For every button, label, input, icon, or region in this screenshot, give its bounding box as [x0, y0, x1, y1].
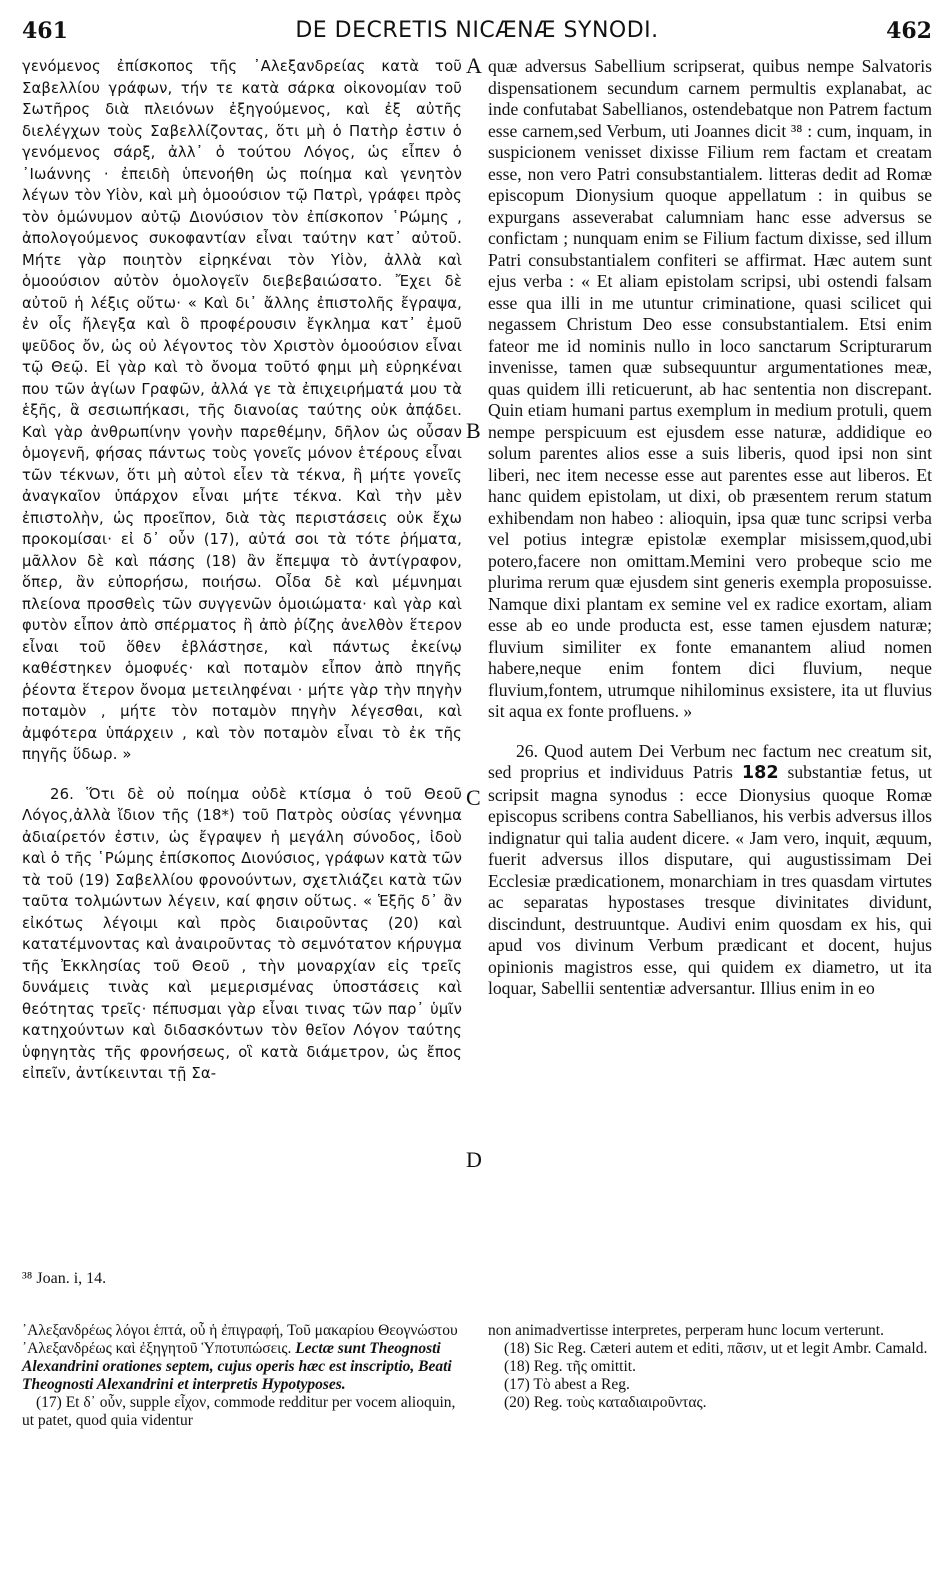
latin-paragraph-1: quæ adversus Sabellium scripserat, quibus nempe Salvatoris dispensationem secundum carnem permultis explanabat, ac inde confutabat Sabellianos, ostendebatque non Patrem factum esse carnem,sed Verbum, uti Joannes dicit ³⁸ : cum, inquam, in suspicionem venisset dixisse Filium rem factam et creatam esse, non vero Patri consubstantialem. litteras dedit ad Romæ episcopum Dionysium quoque appellatum : in quibus se expurgans asseverabat calumniam hanc esse adversus se confictam ; nunquam enim se Filium factum dixisse, sed illum Patri consubstantialem confiteri se affirmat. Hæc autem sunt ejus verba : « Et aliam epistolam scripsi, ubi ostendi falsam esse qua illi in me utuntur criminatione, quasi scilicet qui negassem Christum Deo esse consubstantialem. Etsi enim fateor me id nominis nullo in loco sanctarum Scripturarum invenisse, tamen quæ subsequuntur argumentationes meæ, quas quidem illi reticuerunt, ab hac sententia non discrepant. Quin etiam humani partus exemplum in medium protuli, quem nempe perspicuum est ejusdem esse naturæ, addidique eo solum parentes alios esse a suis liberis, quod ipsi non sint liberi, nec item necesse esse aut parentes esse aut liberos. Et hanc quidem epistolam, ut dixi, ob præsentem rerum statum exhibendam non habeo : alioquin, ipsa quæ tunc scripsi verba vel potius integræ epistolæ exemplar misissem,quod,ubi potero,facere non omittam.Memini vero probeque scio me plurima rerum quæ ejusdem sint generis exempla proposuisse. Namque dixi plantam ex semine vel ex radice exortam, aliam esse ab eo unde producta est, esse tamen ejusdem naturæ; fluvium similiter ex fonte emanantem aliud nomen habere,neque enim fontem dici fluvium, neque fluvium,fontem, utrumque nihilominus exsistere, ita ut fluvius sit aqua ex fonte profluens. »	[488, 56, 932, 721]
note-20: (20) Reg. τοὺς καταδιαιροῦντας.	[504, 1394, 707, 1411]
note-17: (17) Et δ᾿ οὖν, supple εἶχον, commode redditur per vocem alioquin, ut patet, quod quia videntur	[22, 1394, 456, 1429]
footnote-38: ³⁸ Joan. i, 14.	[22, 1270, 107, 1287]
note-greek-title	[22, 1322, 462, 1394]
notes-left	[22, 1322, 462, 1430]
greek-paragraph-1: γενόμενος ἐπίσκοπος τῆς ᾿Αλεξανδρείας κατὰ τοῦ Σαβελλίου γράφων, τήν τε κατὰ σάρκα οἰκονομίαν τοῦ Σωτῆρος διὰ πλειόνων ἐξηγούμενος, καὶ ἐξ αὐτῆς διελέγχων τοὺς Σαβελλίζοντας, ὅτι μὴ ὁ Πατὴρ ἐστιν ὁ γενόμενος σάρξ, ἀλλ᾿ ὁ τούτου Λόγος, ὡς εἶπεν ὁ ᾿Ιωάννης · ἐπειδὴ ὑπενοήθη ὡς ποίημα καὶ γενητὸν λέγων τὸν Υἱὸν, καὶ μὴ ὁμοούσιον τῷ Πατρὶ, γράφει πρὸς τὸν ὁμώνυμον αὐτῷ Διονύσιον τὸν ἐπίσκοπον ῾Ρώμης , ἀπολογούμενος συκοφαντίαν εἶναι ταύτην κατ᾿ αὐτοῦ. Μήτε γὰρ ποιητὸν εἰρηκέναι τὸν Υἱὸν, ἀλλὰ καὶ ὁμοούσιον αὐτὸν ὁμολογεῖν διεβεβαιώσατο. Ἔχει δὲ αὐτοῦ ἡ λέξις οὕτω· « Καὶ δι᾿ ἄλλης ἐπιστολῆς ἔγραψα, ἐν οἷς ἤλεγξα καὶ ὃ προφέρουσιν ἔγκλημα κατ᾿ ἐμοῦ ψεῦδος ὄν, ὡς οὐ λέγοντος τὸν Χριστὸν ὁμοούσιον εἶναι τῷ Θεῷ. Εἰ γὰρ καὶ τὸ ὄνομα τοῦτό φημι μὴ εὑρηκέναι που τῶν ἁγίων Γραφῶν, ἀλλά γε τὰ ἐπιχειρήματά μου τὰ ἑξῆς, ἃ σεσιωπήκασι, τῆς διανοίας ταύτης οὐκ ἀπᾴδει. Καὶ γὰρ ἀνθρωπίνην γονὴν παρεθέμην, δῆλον ὡς οὖσαν ὁμογενῆ, φήσας πάντως τοὺς γονεῖς μόνον ἑτέρους εἶναι τῶν τέκνων, ὅτι μὴ αὐτοὶ εἶεν τὰ τέκνα, ἢ μήτε γονεῖς ἀναγκαῖον ὑπάρχον εἶναι μήτε τέκνα. Καὶ τὴν μὲν ἐπιστολὴν, ὡς προεῖπον, διὰ τὰς περιστάσεις οὐκ ἔχω προκομίσαι· εἰ δ᾿ οὖν (17), αὐτά σοι τὰ τότε ῥήματα, μᾶλλον δὲ καὶ πάσης (18) ἂν ἔπεμψα τὸ ἀντίγραφον, ὅπερ, ἂν εὐπορήσω, ποιήσω. Οἶδα δὲ καὶ μέμνημαι πλείονα προσθεὶς τῶν συγγενῶν ὁμοιώματα· καὶ γὰρ καὶ φυτὸν εἶπον ἀπὸ σπέρματος ἢ ἀπὸ ῥίζης ἀνελθὸν ἕτερον εἶναι τοῦ ὅθεν ἐβλάστησε, καὶ πάντως ἐκείνῳ καθέστηκεν ὁμοφυές· καὶ ποταμὸν εἶπον ἀπὸ πηγῆς ῥέοντα ἕτερον ὄνομα μετειληφέναι · μήτε γὰρ τὴν πηγὴν ποταμὸν , μήτε τὸν ποταμὸν πηγὴν λέγεσθαι, καὶ ἀμφότερα ὑπάρχειν , καὶ τὸν ποταμὸν εἶναι τὸ ἐκ τῆς πηγῆς ὕδωρ. »	[22, 58, 462, 763]
running-title: DE DECRETIS NICÆNÆ SYNODI.	[295, 18, 659, 43]
note-19: (17) Τὸ abest a Reg.	[504, 1376, 630, 1393]
margin-marker-d: D	[466, 1147, 482, 1172]
latin-paragraph-2-start: 26. Quod autem Dei Verbum nec factum nec creatum sit, sed proprius et individuus Patris	[488, 740, 932, 782]
note-18-star: (18) Reg. τῆς omittit.	[504, 1358, 636, 1375]
greek-column	[22, 56, 462, 1085]
greek-paragraph-2: 26. Ὅτι δὲ οὐ ποίημα οὐδὲ κτίσμα ὁ τοῦ Θεοῦ Λόγος,ἀλλὰ ἴδιον τῆς (18*) τοῦ Πατρὸς οὐσίας γέννημα ἀδιαίρετόν ἐστιν, ὡς ἔγραψεν ἡ μεγάλη σύνοδος, ἰδοὺ καὶ ὁ τῆς ῾Ρώμης ἐπίσκοπος Διονύσιος, γράφων κατὰ τῶν τὰ τοῦ (19) Σαβελλίου φρονούντων, σχετλιάζει κατὰ τῶν ταῦτα τολμώντων λέγειν, καί φησιν οὕτως. « Ἑξῆς δ᾿ ἂν εἰκότως λέγοιμι καὶ πρὸς διαιροῦντας (20) καὶ κατατέμνοντας καὶ ἀναιροῦντας τὸ σεμνότατον κήρυγμα τῆς Ἐκκλησίας τοῦ Θεοῦ , τὴν μοναρχίαν εἰς τρεῖς δυνάμεις τινὰς καὶ μεμερισμένας ὑποστάσεις καὶ θεότητας τρεῖς· πέπυσμαι γὰρ εἶναι τινας τῶν παρ᾿ ὑμῖν κατηχούντων καὶ διδασκόντων τὸν θεῖον Λόγον ταύτης ὑφηγητὰς τῆς φρονήσεως, οἳ κατὰ διάμετρον, ὡς ἔπος εἰπεῖν, ἀντίκεινται τῇ Σα-	[22, 785, 462, 1082]
latin-paragraph-2	[488, 741, 932, 1000]
page-number-right: 462	[886, 18, 932, 44]
note-greek-text: ᾿Αλεξανδρέως λόγοι ἑπτά, οὗ ἡ ἐπιγραφή, Τοῦ μακαρίου Θεογνώστου ᾿Αλεξανδρέως καὶ ἐξηγητοῦ Ὑποτυπώσεις.	[22, 1322, 458, 1357]
margin-marker-a: A	[466, 53, 482, 78]
margin-marker-b: B	[466, 418, 481, 443]
notes-right	[488, 1322, 932, 1412]
page-header	[22, 18, 932, 48]
latin-column	[488, 56, 932, 1000]
note-latin-italic: Lectæ sunt Theognosti Alexandrini orationes septem, cujus operis hæc est inscriptio, Beati Theognosti Alexandrini et interpretis Hypotyposes.	[22, 1340, 452, 1393]
column-number: 182	[741, 763, 779, 783]
latin-paragraph-2-rest: substantiæ fetus, ut scripsit magna synodus : ecce Dionysius quoque Romæ episcopus scribens contra Sabellianos, his verbis adversus illos indignatur qui talia audent dicere. « Jam vero, inquit, æquum, fuerit adversus illos disputare, qui augustissimam Dei Ecclesiæ prædicationem, monarchiam in tres quasdam virtutes ac separatas hypostases tresque divinitates dividunt, discindunt, destruuntque. Audivi enim quosdam ex his, qui apud vos divinum Verbum prædicant et docent, hujus opinionis magistros esse, qui quidem ex diametro, ut ita loquar, Sabellii sententiæ adversantur. Illius enim in eo	[488, 762, 932, 998]
page-number-left: 461	[22, 18, 68, 44]
note-18: (18) Sic Reg. Cæteri autem et editi, πᾶσιν, ut et legit Ambr. Camald.	[504, 1340, 928, 1357]
note-continuation: non animadvertisse interpretes, perperam hunc locum verterunt.	[488, 1322, 884, 1339]
margin-marker-c: C	[466, 785, 481, 810]
